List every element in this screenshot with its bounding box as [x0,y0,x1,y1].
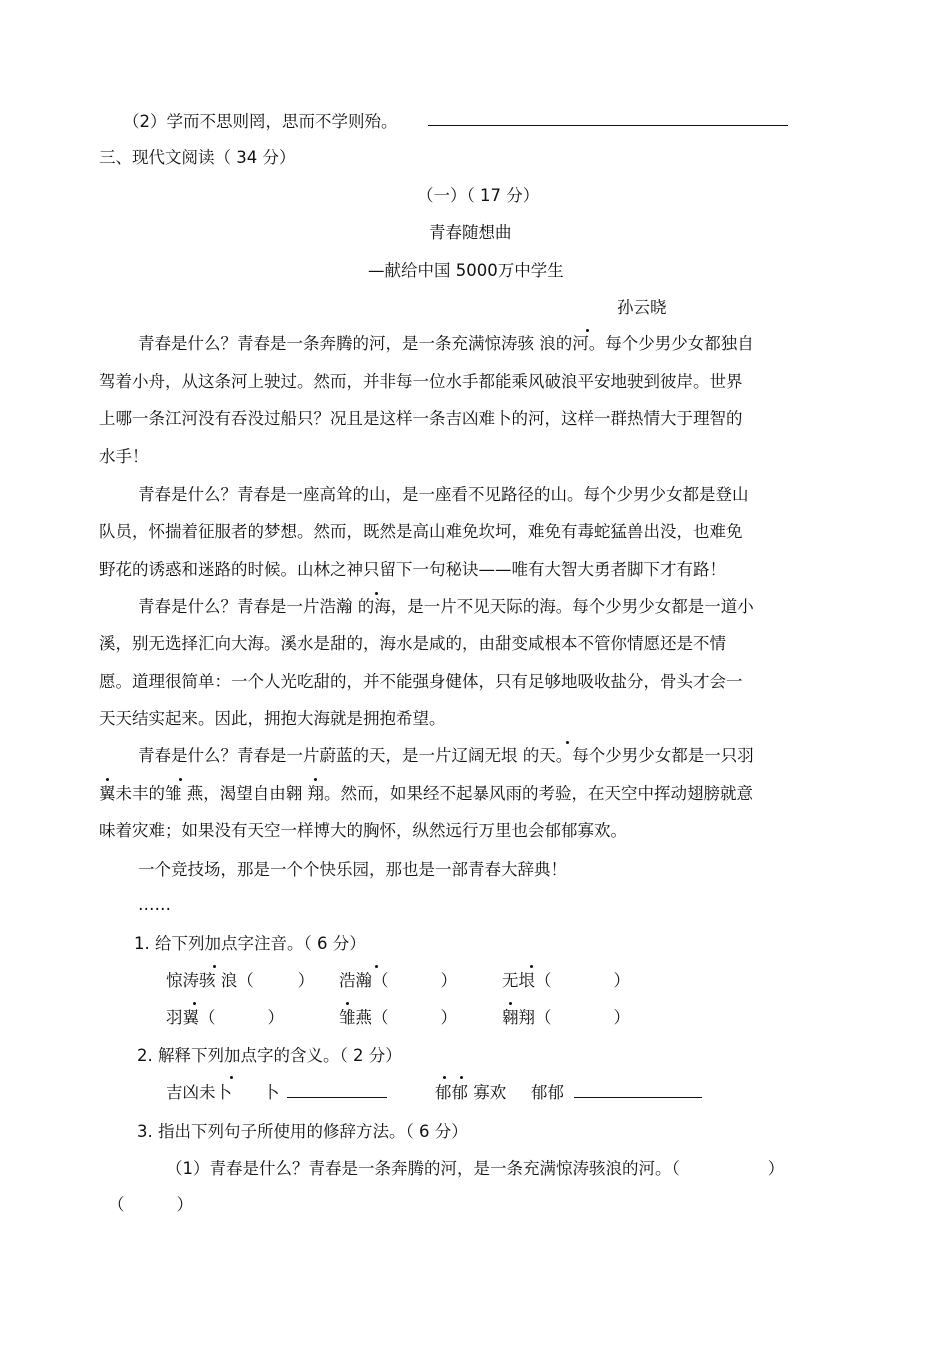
section-heading: 三、现代文阅读（ 34 分） [99,148,296,167]
q1-item: 无垠（ ） [502,971,630,990]
article-subtitle: —献给中国 5000万中学生 [368,261,564,280]
article-line: …… [138,895,171,914]
article-line: 驾着小舟，从这条河上驶过。然而，并非每一位水手都能乘风破浪平安地驶到彼岸。世界 [99,372,743,391]
emphasis-dot [375,592,378,595]
q1-item: 羽翼（ ） [166,1008,284,1027]
question-3-prompt: 3. 指出下列句子所使用的修辞方法。（ 6 分） [137,1122,468,1141]
emphasis-dot [213,965,216,968]
emphasis-dot [566,741,569,744]
q3-item: （1）青春是什么？青春是一条奔腾的河，是一条充满惊涛骇浪的河。（ ） [166,1159,785,1178]
article-author: 孙云晓 [617,298,667,317]
article-line: 溪，别无选择汇向大海。溪水是甜的，海水是咸的，由甜变咸根本不管你情愿还是不情 [99,634,726,653]
emphasis-dot [106,778,109,781]
part-heading: （一）（ 17 分） [417,186,540,205]
article-line: 队员，怀揣着征服者的梦想。然而，既然是高山难免坎坷，难免有毒蛇猛兽出没，也难免 [99,522,743,541]
emphasis-dot [509,1002,512,1005]
q1-item: 翱翔（ ） [502,1008,630,1027]
emphasis-dot [314,778,317,781]
q1-item: 浩瀚（ ） [339,971,457,990]
q1-item: 雏燕（ ） [339,1008,457,1027]
article-line: 水手！ [99,447,149,466]
emphasis-dot [193,1002,196,1005]
emphasis-dot [443,1076,446,1079]
article-line: 青春是什么？青春是一座高耸的山，是一座看不见路径的山。每个少男少女都是登山 [138,485,749,504]
answer-blank[interactable] [287,1085,387,1098]
article-title: 青春随想曲 [429,223,512,242]
article-line: 青春是什么？青春是一片蔚蓝的天，是一片辽阔无垠 的天。每个少男少女都是一只羽 [138,746,754,765]
emphasis-dot [375,965,378,968]
q2-item: 吉凶未卜 [166,1083,232,1102]
emphasis-dot [346,1002,349,1005]
article-line: 上哪一条江河没有吞没过船只？况且是这样一条吉凶难卜的河，这样一群热情大于理智的 [99,409,743,428]
article-line: 野花的诱惑和迷路的时候。山林之神只留下一句秘诀——唯有大智大勇者脚下才有路！ [99,560,726,579]
top-item [123,111,398,133]
article-line: 青春是什么？青春是一条奔腾的河，是一条充满惊涛骇 浪的河。每个少男少女都独自 [138,334,754,353]
emphasis-dot [586,329,589,332]
q2-char: 郁郁 [531,1083,564,1102]
answer-blank[interactable] [574,1085,702,1098]
article-line: 味着灾难；如果没有天空一样博大的胸怀，纵然远行万里也会郁郁寡欢。 [99,821,627,840]
article-line: 愿。道理很简单：一个人光吃甜的，并不能强身健体，只有足够地吸收盐分，骨头才会一 [99,672,743,691]
q2-char: 卜 [263,1083,280,1102]
top-item-text: （2）学而不思则罔，思而不学则殆。 [123,112,398,131]
article-line: 翼未丰的雏 燕，渴望自由翱 翔。然而，如果经不起暴风雨的考验，在天空中挥动翅膀就意 [99,784,753,803]
emphasis-dot [230,1076,233,1079]
q2-item: 郁郁 寡欢 [435,1083,507,1102]
question-2-prompt: 2. 解释下列加点字的含义。（ 2 分） [137,1046,402,1065]
answer-blank[interactable] [428,112,788,126]
article-line: 青春是什么？青春是一片浩瀚 的海，是一片不见天际的海。每个少男少女都是一道小 [138,597,754,616]
emphasis-dot [460,1076,463,1079]
article-line: 一个竞技场，那是一个个快乐园，那也是一部青春大辞典！ [138,860,567,879]
emphasis-dot [530,965,533,968]
emphasis-dot [179,778,182,781]
q3-item: （ ） [108,1195,193,1214]
question-1-prompt: 1. 给下列加点字注音。（ 6 分） [134,934,366,953]
q1-item: 惊涛骇 浪（ ） [166,971,315,990]
article-line: 天天结实起来。因此，拥抱大海就是拥抱希望。 [99,709,446,728]
